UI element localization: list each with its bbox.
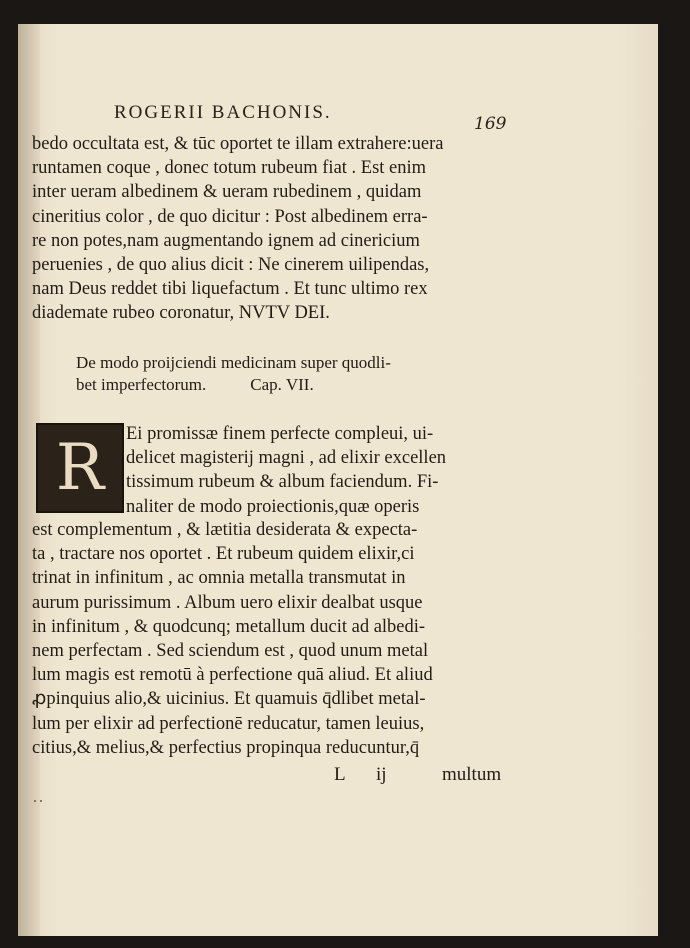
chapter-heading: [76, 352, 391, 396]
text-line: Ei promissæ finem perfecte compleui, ui-: [126, 424, 434, 444]
paragraph-2-body: [32, 518, 433, 760]
text-line: nam Deus reddet tibi liquefactum . Et tunc ultimo rex: [32, 279, 428, 300]
decorated-initial: [36, 423, 124, 513]
text-line: inter ueram albedinem & ueram rubedinem , quidam: [32, 182, 422, 203]
text-line: bedo occultata est, & tūc oportet te illam extrahere:uera: [32, 134, 444, 154]
text-line: peruenies , de quo alius dicit : Ne cinerem uilipendas,: [32, 254, 430, 275]
text-line: est complementum , & lætitia desiderata & expecta-: [32, 520, 418, 540]
signature-numeral: ij: [376, 764, 387, 785]
text-line: lum per elixir ad perfectionē reducatur, tamen leuius,: [32, 713, 425, 734]
text-line: diademate rubeo coronatur, NVTV DEI.: [32, 303, 330, 324]
page-header: [18, 84, 658, 134]
text-line: aurum purissimum . Album uero elixir dealbat usque: [32, 592, 423, 613]
chapter-number: Cap. VII.: [250, 375, 314, 394]
text-line: cineritius color , de quo dicitur : Post albedinem erra-: [32, 206, 428, 227]
chapter-heading-line-2: [76, 374, 391, 396]
text-line: tissimum rubeum & album faciendum. Fi-: [126, 472, 439, 493]
text-line: naliter de modo proiectionis,quæ operis: [126, 496, 420, 517]
text-line: ta , tractare nos oportet . Et rubeum quidem elixir,ci: [32, 544, 415, 565]
text-line: ꝓpinquius alio,& uicinius. Et quamuis q̄dlibet metal-: [32, 689, 426, 710]
signature-mark: L: [334, 764, 346, 785]
text-line: runtamen coque , donec totum rubeum fiat . Est enim: [32, 158, 427, 179]
chapter-heading-title-end: bet imperfectorum.: [76, 375, 207, 394]
text-line: lum magis est remotū à perfectione quā aliud. Et aliud: [32, 665, 433, 686]
catchword: multum: [442, 764, 502, 785]
text-line: nem perfectam . Sed sciendum est , quod unum metal: [32, 640, 429, 661]
running-title: ROGERII BACHONIS.: [114, 102, 332, 123]
book-page: [18, 24, 658, 936]
chapter-heading-line-1: De modo proijciendi medicinam super quodli-: [76, 353, 391, 372]
text-line: delicet magisterij magni , ad elixir excellen: [126, 448, 447, 469]
page-number: 169: [474, 114, 507, 134]
text-line: trinat in infinitum , ac omnia metalla transmutat in: [32, 568, 406, 589]
ink-specks: [32, 796, 48, 806]
paragraph-2-indented: [126, 422, 446, 519]
text-line: re non potes,nam augmentando ignem ad cinericium: [32, 230, 420, 251]
text-line: citius,& melius,& perfectius propinqua reducuntur,q̄: [32, 737, 420, 758]
decorated-initial-letter: R: [55, 431, 105, 505]
paragraph-1: [32, 132, 443, 326]
text-line: in infinitum , & quodcunq; metallum ducit ad albedi-: [32, 616, 426, 637]
